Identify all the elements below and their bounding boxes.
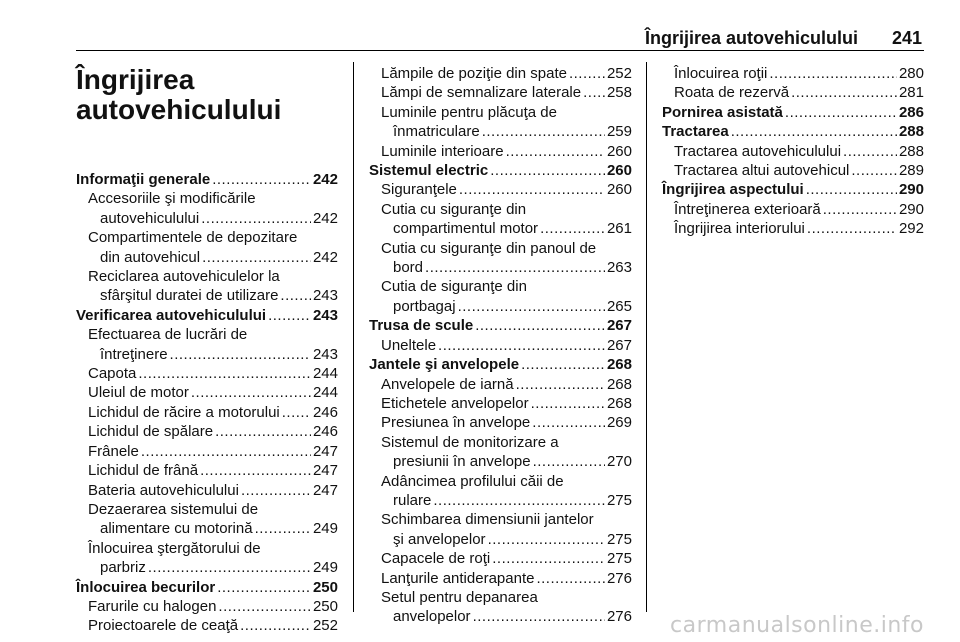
toc-label: Reciclarea autovehiculelor la — [88, 268, 280, 286]
watermark-logo: carmanualsonline.info — [670, 613, 924, 638]
toc-label: Sistemul electric — [369, 162, 489, 180]
toc-page: 269 — [606, 414, 632, 432]
toc-label: Accesoriile şi modificările — [88, 190, 256, 208]
dot-leader — [475, 316, 605, 335]
toc-label: Lichidul de spălare — [88, 423, 214, 441]
toc-page: 290 — [898, 181, 924, 199]
toc-entry-link[interactable] — [76, 461, 338, 480]
toc-section-link[interactable] — [76, 306, 338, 325]
toc-page: 292 — [898, 220, 924, 238]
toc-page: 247 — [312, 442, 338, 460]
toc-label: Dezaerarea sistemului de — [88, 500, 259, 518]
toc-section-link[interactable] — [662, 103, 924, 122]
toc-label: Cutia cu siguranţe din panoul de — [381, 239, 597, 257]
dot-leader — [280, 286, 311, 305]
toc-page: 281 — [898, 84, 924, 102]
toc-section-link[interactable] — [76, 170, 338, 189]
dot-leader — [521, 355, 605, 374]
toc-entry-link[interactable] — [76, 616, 338, 635]
toc-entry-link[interactable] — [369, 394, 632, 413]
toc-label: anvelopelor — [393, 608, 471, 626]
toc-label: Uneltele — [381, 336, 437, 354]
toc-page: 288 — [898, 123, 924, 141]
toc-page: 260 — [606, 162, 632, 180]
toc-label: Înlocuirea roţii — [674, 65, 768, 82]
dot-leader — [532, 413, 605, 432]
dot-leader — [459, 180, 605, 199]
toc-label: Luminile interioare — [381, 142, 504, 160]
toc-page: 265 — [606, 297, 632, 315]
dot-leader — [202, 248, 311, 267]
toc-label: portbagaj — [393, 297, 456, 315]
toc-label: întreţinere — [100, 345, 168, 363]
dot-leader — [531, 394, 605, 413]
toc-entry-link[interactable] — [662, 83, 924, 102]
dot-leader — [141, 442, 311, 461]
toc-page: 275 — [606, 550, 632, 568]
dot-leader — [583, 83, 605, 102]
toc-page: 268 — [606, 375, 632, 393]
toc-label: şi anvelopelor — [393, 530, 486, 548]
dot-leader — [769, 64, 897, 83]
toc-entry-link[interactable] — [369, 83, 632, 102]
toc-page: 252 — [606, 65, 632, 82]
toc-page: 242 — [312, 248, 338, 266]
toc-label: Frânele — [88, 442, 139, 460]
toc-section-link[interactable] — [369, 316, 632, 335]
toc-page: 267 — [606, 317, 632, 335]
toc-page: 275 — [606, 491, 632, 509]
toc-page: 242 — [312, 171, 338, 188]
toc-label: Uleiul de motor — [88, 384, 189, 402]
dot-leader — [506, 142, 605, 161]
toc-entry-link[interactable] — [369, 569, 632, 588]
dot-leader — [425, 258, 605, 277]
toc-page: 246 — [312, 403, 338, 421]
toc-entry-link[interactable] — [369, 510, 632, 549]
toc-entry-link[interactable] — [369, 472, 632, 511]
toc-entry-link[interactable] — [662, 200, 924, 219]
toc-page: 275 — [606, 530, 632, 548]
toc-label: Înlocuirea becurilor — [76, 578, 216, 596]
toc-label: presiunii în anvelope — [393, 453, 531, 471]
header-divider — [76, 50, 924, 51]
toc-column-3 — [662, 64, 924, 239]
dot-leader — [569, 64, 605, 83]
toc-label: parbriz — [100, 559, 146, 577]
toc-page: 258 — [606, 84, 632, 102]
toc-label: alimentare cu motorină — [100, 520, 253, 538]
toc-label: Tractarea — [662, 123, 729, 141]
toc-page: 242 — [312, 209, 338, 227]
toc-label: Siguranţele — [381, 181, 457, 199]
toc-entry-link[interactable] — [76, 267, 338, 306]
toc-page: 249 — [312, 520, 338, 538]
toc-page: 268 — [606, 356, 632, 374]
toc-label: Întreţinerea exterioară — [674, 200, 821, 218]
toc-page: 261 — [606, 220, 632, 238]
dot-leader — [240, 616, 311, 635]
dot-leader — [433, 491, 605, 510]
dot-leader — [823, 200, 897, 219]
toc-entry-link[interactable] — [369, 103, 632, 142]
toc-page: 249 — [312, 559, 338, 577]
dot-leader — [218, 597, 311, 616]
toc-page: 243 — [312, 306, 338, 324]
toc-entry-link[interactable] — [369, 277, 632, 316]
toc-label: Etichetele anvelopelor — [381, 394, 529, 412]
toc-page: 288 — [898, 142, 924, 160]
chapter-title-line: Îngrijirea — [76, 64, 195, 95]
toc-label: Luminile pentru plăcuţa de — [381, 103, 557, 121]
dot-leader — [148, 558, 311, 577]
toc-section-link[interactable] — [369, 355, 632, 374]
dot-leader — [138, 364, 311, 383]
toc-page: 250 — [312, 597, 338, 615]
toc-label: Verificarea autovehiculului — [76, 306, 267, 324]
toc-entry-link[interactable] — [76, 422, 338, 441]
toc-column-2 — [369, 64, 632, 627]
toc-page: 250 — [312, 578, 338, 596]
toc-page: 244 — [312, 365, 338, 383]
toc-label: Schimbarea dimensiunii jantelor — [381, 511, 594, 529]
toc-label: Pornirea asistată — [662, 103, 783, 121]
toc-label: Anvelopele de iarnă — [381, 375, 514, 393]
toc-entry-link[interactable] — [369, 200, 632, 239]
toc-page: 260 — [606, 181, 632, 199]
toc-label: Cutia de siguranţe din — [381, 278, 527, 296]
dot-leader — [241, 481, 311, 500]
toc-page: 259 — [606, 123, 632, 141]
dot-leader — [473, 607, 605, 626]
toc-page: 243 — [312, 345, 338, 363]
toc-entry-link[interactable] — [76, 189, 338, 228]
dot-leader — [191, 383, 311, 402]
toc-label: sfârşitul duratei de utilizare — [100, 287, 279, 305]
toc-page: 276 — [606, 608, 632, 626]
toc-page: 289 — [898, 162, 924, 180]
toc-label: Capacele de roţi — [381, 550, 491, 568]
dot-leader — [731, 122, 897, 141]
toc-page: 286 — [898, 103, 924, 121]
toc-label: Efectuarea de lucrări de — [88, 326, 248, 344]
dot-leader — [268, 306, 311, 325]
dot-leader — [791, 83, 897, 102]
toc-label: Cutia cu siguranţe din — [381, 200, 527, 218]
toc-section-link[interactable] — [662, 122, 924, 141]
toc-page: 290 — [898, 200, 924, 218]
toc-label: bord — [393, 259, 424, 277]
toc-label: din autovehicul — [100, 248, 201, 266]
chapter-title-line: autovehiculului — [76, 94, 282, 125]
dot-leader — [438, 336, 605, 355]
toc-entry-link[interactable] — [369, 64, 632, 83]
toc-entry-link[interactable] — [76, 442, 338, 461]
toc-entry-link[interactable] — [76, 364, 338, 383]
dot-leader — [533, 452, 605, 471]
toc-label: Jantele şi anvelopele — [369, 356, 520, 374]
toc-label: Înlocuirea ştergătorului de — [88, 539, 261, 557]
dot-leader — [458, 297, 605, 316]
toc-label: Farurile cu halogen — [88, 597, 217, 615]
toc-entry-link[interactable] — [76, 228, 338, 267]
toc-label: înmatriculare — [393, 123, 480, 141]
toc-label: Tractarea autovehiculului — [674, 142, 842, 160]
toc-label: Trusa de scule — [369, 317, 474, 335]
dot-leader — [540, 219, 605, 238]
toc-page: 246 — [312, 423, 338, 441]
dot-leader — [212, 170, 311, 189]
toc-entry-link[interactable] — [76, 539, 338, 578]
toc-entry-link[interactable] — [369, 413, 632, 432]
toc-page: 268 — [606, 394, 632, 412]
toc-entry-link[interactable] — [662, 161, 924, 180]
toc-label: Roata de rezervă — [674, 84, 790, 102]
dot-leader — [490, 161, 605, 180]
toc-label: autovehiculului — [100, 209, 200, 227]
toc-entry-link[interactable] — [662, 64, 924, 83]
toc-entry-link[interactable] — [662, 219, 924, 238]
toc-entry-link[interactable] — [76, 325, 338, 364]
toc-label: Adâncimea profilului căii de — [381, 472, 564, 490]
dot-leader — [536, 569, 605, 588]
dot-leader — [215, 422, 311, 441]
toc-column-1 — [76, 64, 338, 636]
toc-page: 243 — [312, 287, 338, 305]
toc-page: 267 — [606, 336, 632, 354]
toc-label: Proiectoarele de ceaţă — [88, 617, 239, 635]
dot-leader — [482, 122, 605, 141]
toc-label: Îngrijirea aspectului — [662, 181, 804, 199]
toc-label: Setul pentru depanarea — [381, 588, 538, 606]
toc-entry-link[interactable] — [76, 403, 338, 422]
toc-entry-link[interactable] — [369, 375, 632, 394]
toc-entry-link[interactable] — [76, 481, 338, 500]
toc-label: Sistemul de monitorizare a — [381, 433, 559, 451]
toc-label: Presiunea în anvelope — [381, 414, 531, 432]
dot-leader — [785, 103, 897, 122]
toc-section-link[interactable] — [76, 578, 338, 597]
toc-label: Informaţii generale — [76, 171, 211, 188]
dot-leader — [807, 219, 897, 238]
dot-leader — [170, 345, 311, 364]
toc-label: Lichidul de răcire a motorului — [88, 403, 280, 421]
toc-page: 252 — [312, 617, 338, 635]
dot-leader — [843, 142, 897, 161]
dot-leader — [255, 519, 311, 538]
toc-entry-link[interactable] — [76, 383, 338, 402]
toc-page: 270 — [606, 453, 632, 471]
toc-entry-link[interactable] — [369, 180, 632, 199]
page-number: 241 — [891, 28, 922, 48]
toc-label: Lămpile de poziţie din spate — [381, 65, 567, 82]
toc-page: 276 — [606, 569, 632, 587]
dot-leader — [488, 530, 605, 549]
chapter-title — [76, 65, 338, 125]
dot-leader — [806, 180, 897, 199]
dot-leader — [200, 461, 311, 480]
toc-entry-link[interactable] — [76, 597, 338, 616]
toc-page: 247 — [312, 462, 338, 480]
toc-entry-link[interactable] — [369, 142, 632, 161]
toc-label: Compartimentele de depozitare — [88, 229, 298, 247]
toc-section-link[interactable] — [662, 180, 924, 199]
toc-label: Tractarea altui autovehicul — [674, 162, 850, 180]
toc-section-link[interactable] — [369, 161, 632, 180]
toc-page: 263 — [606, 259, 632, 277]
toc-label: compartimentul motor — [393, 220, 539, 238]
toc-entry-link[interactable] — [369, 336, 632, 355]
toc-entry-link[interactable] — [369, 433, 632, 472]
dot-leader — [492, 549, 605, 568]
dot-leader — [217, 578, 311, 597]
toc-label: Capota — [88, 365, 137, 383]
running-header-title: Îngrijirea autovehiculului — [644, 28, 858, 48]
toc-label: Bateria autovehiculului — [88, 481, 239, 499]
toc-entry-link[interactable] — [662, 142, 924, 161]
dot-leader — [201, 209, 311, 228]
dot-leader — [516, 375, 605, 394]
toc-entry-link[interactable] — [76, 500, 338, 539]
dot-leader — [282, 403, 311, 422]
dot-leader — [851, 161, 897, 180]
toc-page: 280 — [898, 65, 924, 82]
toc-label: Lichidul de frână — [88, 462, 199, 480]
toc-entry-link[interactable] — [369, 239, 632, 278]
toc-label: Lămpi de semnalizare laterale — [381, 84, 582, 102]
toc-label: rulare — [393, 491, 432, 509]
toc-page: 244 — [312, 384, 338, 402]
toc-entry-link[interactable] — [369, 588, 632, 627]
column-divider — [646, 62, 647, 612]
toc-page: 260 — [606, 142, 632, 160]
column-divider — [353, 62, 354, 612]
toc-label: Lanţurile antiderapante — [381, 569, 535, 587]
toc-label: Îngrijirea interiorului — [674, 220, 805, 238]
toc-entry-link[interactable] — [369, 549, 632, 568]
toc-page: 247 — [312, 481, 338, 499]
